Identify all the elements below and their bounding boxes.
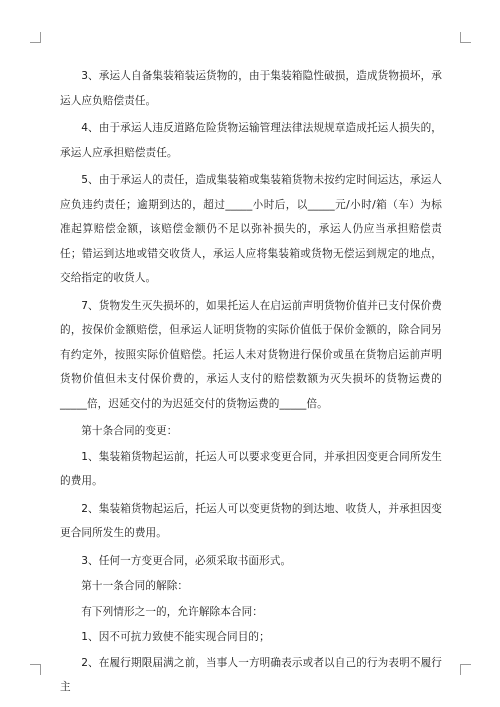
heading-article-10: 第十条合同的变更：: [81, 425, 178, 437]
paragraph-clause-5: 5、由于承运人的责任，造成集装箱或集装箱货物未按约定时间运达，承运人应负违约责任；逾期到达的，超过_____小时后，以_____元/小时/箱（车）为标准起算赔偿金额，该赔偿金额仍不足以弥补损失的，承运人仍应当承担赔偿责任；错运到达地或错交收货人，承运人应将集装箱或货物无偿运到规定的地点，交给指定的收货人。: [60, 174, 442, 284]
paragraph-termination-1: 1、因不可抗力致使不能实现合同目的；: [81, 631, 270, 643]
paragraph-termination-2: 2、在履行期限届满之前，当事人一方明确表示或者以自己的行为表明不履行主: [60, 656, 442, 693]
crop-mark-bottom-left: [30, 664, 41, 675]
crop-mark-top-left: [30, 32, 41, 43]
paragraph-clause-7: 7、货物发生灭失损坏的，如果托运人在启运前声明货物价值并已支付保价费的，按保价金额赔偿，但承运人证明货物的实际价值低于保价金额的，除合同另有约定外，按照实际价值赔偿。托运人未对货物进行保价或虽在货物启运前声明货物价值但未支付保价费的，承运人支付的赔偿数额为灭失损坏的货物运费的_____倍，迟延交付的为迟延交付的货物运费的_____倍。: [60, 299, 442, 410]
paragraph-change-2: 2、集装箱货物起运后，托运人可以变更货物的到达地、收货人，并承担因变更合同所发生的费用。: [60, 502, 442, 539]
crop-mark-top-right: [460, 32, 471, 43]
document-body: [60, 64, 442, 701]
paragraph-clause-4: 4、由于承运人违反道路危险货物运输管理法律法规规章造成托运人损失的，承运人应承担赔偿责任。: [60, 122, 442, 159]
paragraph-clause-3: 3、承运人自备集装箱装运货物的，由于集装箱隐性破损，造成货物损坏，承运人应负赔偿责任。: [60, 70, 442, 107]
crop-mark-bottom-right: [460, 664, 471, 675]
paragraph-change-3: 3、任何一方变更合同，必须采取书面形式。: [81, 554, 292, 567]
paragraph-termination-intro: 有下列情形之一的，允许解除本合同：: [81, 605, 263, 618]
paragraph-change-1: 1、集装箱货物起运前，托运人可以要求变更合同，并承担因变更合同所发生的费用。: [60, 450, 442, 487]
heading-article-11: 第十一条合同的解除：: [81, 580, 189, 592]
